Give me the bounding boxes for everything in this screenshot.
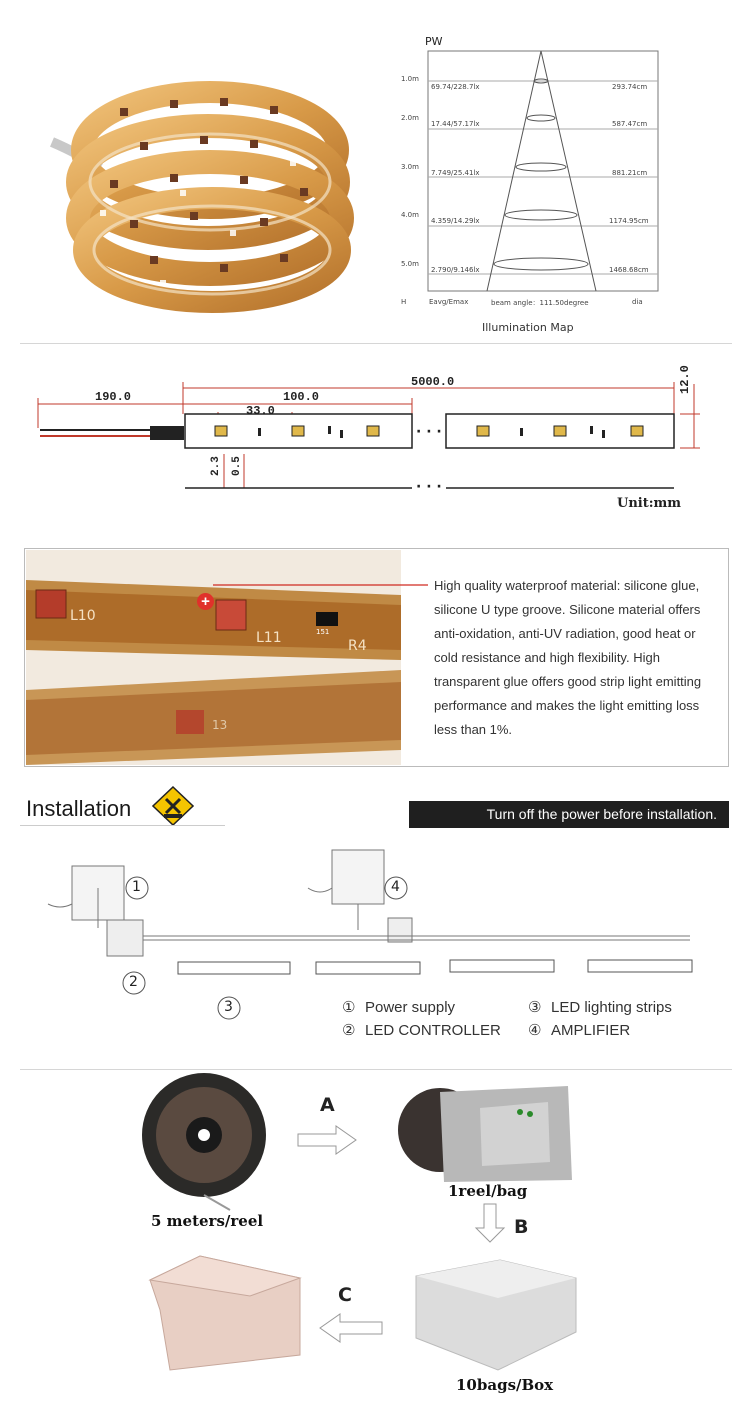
ill-footer-dia: dia: [632, 298, 643, 306]
callout-1: 1: [132, 879, 141, 895]
step-a: A: [320, 1094, 335, 1116]
dimension-drawing: [0, 344, 752, 524]
dim-unit: Unit:mm: [617, 496, 682, 511]
photo-label-l13: 13: [212, 718, 228, 732]
dim-pcb: 0.5: [231, 456, 243, 476]
ill-eavg-3: 7.749/25.41lx: [431, 169, 480, 177]
ill-footer-h: H: [401, 298, 407, 306]
legend-num-2: ②: [342, 1021, 356, 1039]
callout-2: 2: [129, 974, 138, 990]
dim-thickness: 2.3: [210, 456, 222, 476]
feature-box: [24, 548, 729, 767]
dim-segment: 100.0: [283, 390, 320, 404]
dim-width: 12.0: [678, 365, 692, 394]
ill-eavg-5: 2.790/9.146lx: [431, 266, 480, 274]
legend-num-4: ④: [528, 1021, 542, 1039]
svg-text:· · ·: · · ·: [416, 424, 442, 440]
legend-power-supply: Power supply: [365, 999, 456, 1016]
legend-num-1: ①: [342, 998, 356, 1016]
photo-label-r4: R4: [348, 638, 367, 654]
ill-h-3: 3.0m: [401, 163, 419, 171]
dim-pitch: 33.0: [246, 404, 275, 418]
callout-3: 3: [224, 999, 233, 1015]
ill-h-4: 4.0m: [401, 211, 419, 219]
ill-eavg-2: 17.44/57.17lx: [431, 120, 480, 128]
ill-dia-3: 881.21cm: [612, 169, 648, 177]
dim-lead: 190.0: [95, 390, 132, 404]
installation-underline: [20, 825, 225, 826]
step-c: C: [338, 1284, 352, 1306]
photo-label-l10: L10: [70, 608, 96, 624]
ill-dia-5: 1468.68cm: [609, 266, 649, 274]
ill-dia-4: 1174.95cm: [609, 217, 649, 225]
legend-led-controller: LED CONTROLLER: [365, 1022, 501, 1039]
warning-banner: Turn off the power before installation.: [409, 801, 729, 828]
ill-dia-1: 293.74cm: [612, 83, 648, 91]
ill-h-5: 5.0m: [401, 260, 419, 268]
illumination-map: [0, 0, 752, 340]
illumination-caption: Illumination Map: [482, 321, 574, 334]
legend-num-3: ③: [528, 998, 542, 1016]
step-b: B: [514, 1216, 529, 1238]
legend-amplifier: AMPLIFIER: [551, 1022, 631, 1039]
ill-h-1: 1.0m: [401, 75, 419, 83]
illumination-title: PW: [425, 35, 443, 48]
dim-total: 5000.0: [411, 375, 455, 389]
label-box: 10bags/Box: [456, 1376, 554, 1394]
legend-led-strips: LED lighting strips: [551, 999, 672, 1016]
ill-eavg-1: 69.74/228.7lx: [431, 83, 480, 91]
ill-footer-eavg: Eavg/Emax: [429, 298, 469, 306]
hazard-tools-icon: [152, 786, 194, 826]
ill-eavg-4: 4.359/14.29lx: [431, 217, 480, 225]
ill-h-2: 2.0m: [401, 114, 419, 122]
packing-flow: [0, 1070, 752, 1404]
ill-dia-2: 587.47cm: [612, 120, 648, 128]
installation-title: Installation: [26, 796, 132, 821]
wiring-diagram: [0, 840, 752, 1065]
plus-marker-icon: +: [197, 593, 214, 610]
photo-label-l11: L11: [256, 630, 282, 646]
svg-text:· · ·: · · ·: [416, 479, 442, 495]
label-reel: 5 meters/reel: [151, 1212, 264, 1230]
ill-footer-beam: beam angle：111.50degree: [491, 299, 589, 307]
label-bag: 1reel/bag: [448, 1182, 528, 1200]
feature-text: High quality waterproof material: silicone glue, silicone U type groove. Silicone material offers anti-oxidation, anti-UV radiation, good heat or cold resistance and high flexibility. High transparent glue offers good strip light emitting performance and makes the light emitting loss less than 1%.: [434, 578, 702, 737]
callout-4: 4: [391, 879, 400, 895]
photo-label-r151: 151: [316, 628, 330, 636]
